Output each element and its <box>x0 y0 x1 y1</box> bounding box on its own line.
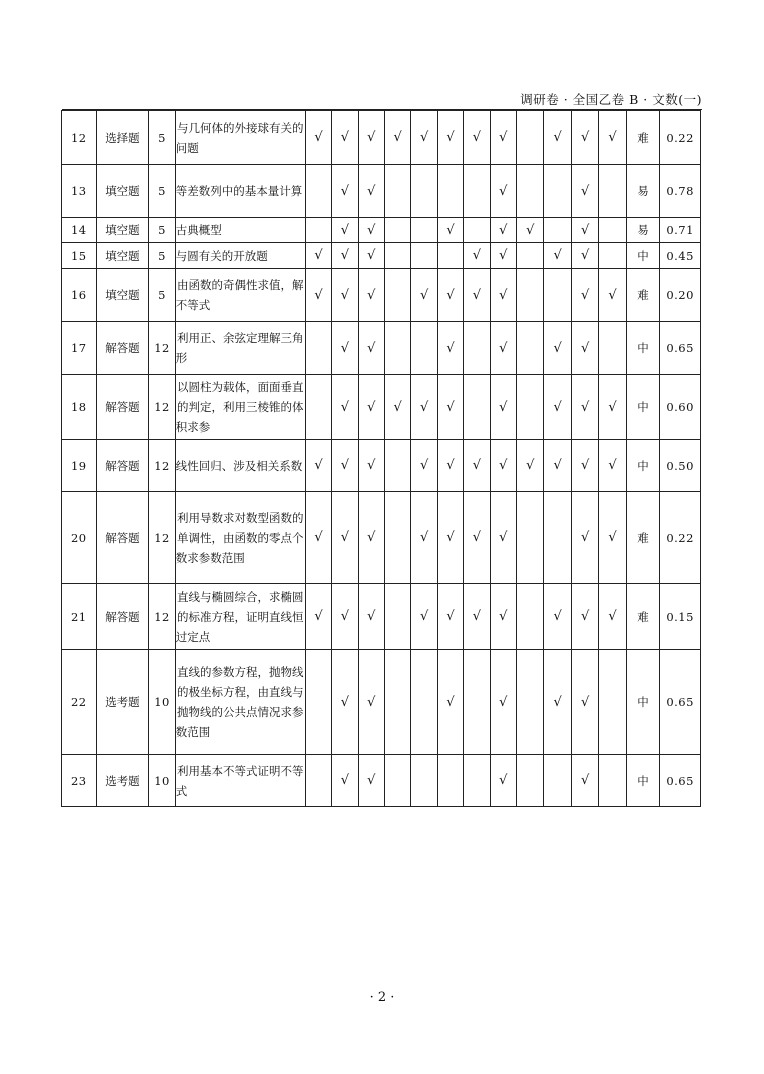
check-mark-cell: √ <box>358 584 384 650</box>
check-cell <box>385 584 411 650</box>
check-mark-cell: √ <box>332 650 358 755</box>
difficulty-cell: 中 <box>626 322 660 375</box>
question-type-cell: 解答题 <box>96 375 149 440</box>
question-type-cell: 选考题 <box>96 650 149 755</box>
table-row <box>62 269 701 322</box>
check-cell <box>385 165 411 218</box>
check-mark-cell: √ <box>464 269 490 322</box>
check-mark-cell: √ <box>490 755 516 807</box>
check-mark-cell: √ <box>599 440 626 492</box>
check-mark-cell: √ <box>571 111 598 165</box>
table-row <box>62 584 701 650</box>
knowledge-point-cell: 以圆柱为载体，面面垂直的判定，利用三棱锥的体积求参 <box>175 375 305 440</box>
check-mark-cell: √ <box>305 111 331 165</box>
check-cell <box>305 755 331 807</box>
table-row <box>62 375 701 440</box>
check-mark-cell: √ <box>544 375 571 440</box>
question-number-cell: 16 <box>62 269 97 322</box>
check-cell <box>599 243 626 269</box>
check-mark-cell: √ <box>571 584 598 650</box>
knowledge-point-cell: 等差数列中的基本量计算 <box>175 165 305 218</box>
check-cell <box>385 322 411 375</box>
check-cell <box>464 165 490 218</box>
knowledge-point-cell: 由函数的奇偶性求值，解不等式 <box>175 269 305 322</box>
difficulty-cell: 中 <box>626 375 660 440</box>
analysis-table <box>61 110 701 807</box>
check-cell <box>517 492 544 584</box>
check-cell <box>385 650 411 755</box>
check-mark-cell: √ <box>571 375 598 440</box>
check-mark-cell: √ <box>490 375 516 440</box>
check-cell <box>437 243 463 269</box>
check-mark-cell: √ <box>571 440 598 492</box>
check-cell <box>305 165 331 218</box>
difficulty-cell: 中 <box>626 243 660 269</box>
check-mark-cell: √ <box>358 650 384 755</box>
question-type-cell: 填空题 <box>96 269 149 322</box>
question-number-cell: 20 <box>62 492 97 584</box>
check-mark-cell: √ <box>490 269 516 322</box>
check-mark-cell: √ <box>544 584 571 650</box>
check-cell <box>599 218 626 243</box>
knowledge-point-cell: 直线与椭圆综合，求椭圆的标准方程，证明直线恒过定点 <box>175 584 305 650</box>
score-cell: 5 <box>149 165 175 218</box>
check-mark-cell: √ <box>437 111 463 165</box>
check-mark-cell: √ <box>411 111 437 165</box>
rate-cell: 0.20 <box>660 269 701 322</box>
check-mark-cell: √ <box>490 218 516 243</box>
knowledge-point-cell: 与圆有关的开放题 <box>175 243 305 269</box>
check-mark-cell: √ <box>571 269 598 322</box>
check-mark-cell: √ <box>464 440 490 492</box>
check-mark-cell: √ <box>437 322 463 375</box>
check-mark-cell: √ <box>411 440 437 492</box>
knowledge-point-cell: 与几何体的外接球有关的问题 <box>175 111 305 165</box>
difficulty-cell: 中 <box>626 755 660 807</box>
check-cell <box>517 375 544 440</box>
table-row <box>62 165 701 218</box>
check-cell <box>305 375 331 440</box>
check-mark-cell: √ <box>544 650 571 755</box>
score-cell: 12 <box>149 440 175 492</box>
check-cell <box>437 755 463 807</box>
check-cell <box>599 322 626 375</box>
check-mark-cell: √ <box>571 322 598 375</box>
question-type-cell: 选择题 <box>96 111 149 165</box>
score-cell: 12 <box>149 584 175 650</box>
question-number-cell: 15 <box>62 243 97 269</box>
question-number-cell: 17 <box>62 322 97 375</box>
check-mark-cell: √ <box>571 650 598 755</box>
check-mark-cell: √ <box>490 111 516 165</box>
question-number-cell: 22 <box>62 650 97 755</box>
question-number-cell: 12 <box>62 111 97 165</box>
check-cell <box>544 492 571 584</box>
page-number: · 2 · <box>369 990 395 1005</box>
check-cell <box>305 650 331 755</box>
rate-cell: 0.60 <box>660 375 701 440</box>
question-type-cell: 解答题 <box>96 440 149 492</box>
score-cell: 5 <box>149 111 175 165</box>
question-type-cell: 解答题 <box>96 584 149 650</box>
check-mark-cell: √ <box>437 650 463 755</box>
check-mark-cell: √ <box>358 492 384 584</box>
difficulty-cell: 难 <box>626 111 660 165</box>
table-row <box>62 755 701 807</box>
check-mark-cell: √ <box>385 375 411 440</box>
check-mark-cell: √ <box>517 218 544 243</box>
knowledge-point-cell: 直线的参数方程，抛物线的极坐标方程，由直线与抛物线的公共点情况求参数范围 <box>175 650 305 755</box>
table-row <box>62 218 701 243</box>
check-mark-cell: √ <box>358 375 384 440</box>
check-cell <box>517 755 544 807</box>
check-cell <box>305 218 331 243</box>
check-mark-cell: √ <box>490 165 516 218</box>
check-cell <box>599 165 626 218</box>
check-mark-cell: √ <box>305 492 331 584</box>
check-cell <box>385 440 411 492</box>
check-cell <box>464 322 490 375</box>
check-mark-cell: √ <box>490 440 516 492</box>
check-mark-cell: √ <box>305 440 331 492</box>
difficulty-cell: 易 <box>626 165 660 218</box>
check-mark-cell: √ <box>490 650 516 755</box>
check-mark-cell: √ <box>411 269 437 322</box>
check-mark-cell: √ <box>332 322 358 375</box>
question-number-cell: 14 <box>62 218 97 243</box>
check-cell <box>517 322 544 375</box>
check-mark-cell: √ <box>358 440 384 492</box>
question-number-cell: 21 <box>62 584 97 650</box>
check-mark-cell: √ <box>358 165 384 218</box>
check-mark-cell: √ <box>437 375 463 440</box>
check-mark-cell: √ <box>305 269 331 322</box>
check-cell <box>517 165 544 218</box>
check-mark-cell: √ <box>305 243 331 269</box>
difficulty-cell: 中 <box>626 440 660 492</box>
check-mark-cell: √ <box>411 584 437 650</box>
check-cell <box>385 492 411 584</box>
question-number-cell: 23 <box>62 755 97 807</box>
check-mark-cell: √ <box>571 218 598 243</box>
check-cell <box>517 269 544 322</box>
check-mark-cell: √ <box>544 440 571 492</box>
question-type-cell: 填空题 <box>96 218 149 243</box>
check-cell <box>411 650 437 755</box>
rate-cell: 0.65 <box>660 650 701 755</box>
rate-cell: 0.45 <box>660 243 701 269</box>
table-row <box>62 243 701 269</box>
check-cell <box>517 243 544 269</box>
knowledge-point-cell: 利用基本不等式证明不等式 <box>175 755 305 807</box>
check-mark-cell: √ <box>332 755 358 807</box>
check-cell <box>464 218 490 243</box>
check-mark-cell: √ <box>358 243 384 269</box>
check-mark-cell: √ <box>332 111 358 165</box>
check-mark-cell: √ <box>437 440 463 492</box>
score-cell: 5 <box>149 218 175 243</box>
table-row <box>62 440 701 492</box>
table-row <box>62 650 701 755</box>
check-cell <box>464 375 490 440</box>
check-mark-cell: √ <box>332 218 358 243</box>
check-mark-cell: √ <box>464 111 490 165</box>
check-mark-cell: √ <box>490 243 516 269</box>
check-mark-cell: √ <box>411 375 437 440</box>
check-mark-cell: √ <box>571 165 598 218</box>
check-mark-cell: √ <box>332 440 358 492</box>
check-mark-cell: √ <box>332 375 358 440</box>
check-mark-cell: √ <box>358 111 384 165</box>
knowledge-point-cell: 利用正、余弦定理解三角形 <box>175 322 305 375</box>
difficulty-cell: 难 <box>626 584 660 650</box>
check-cell <box>599 650 626 755</box>
check-cell <box>464 650 490 755</box>
check-mark-cell: √ <box>544 322 571 375</box>
check-cell <box>385 243 411 269</box>
rate-cell: 0.22 <box>660 492 701 584</box>
check-cell <box>599 755 626 807</box>
check-mark-cell: √ <box>437 584 463 650</box>
check-cell <box>544 218 571 243</box>
rate-cell: 0.50 <box>660 440 701 492</box>
check-mark-cell: √ <box>517 440 544 492</box>
difficulty-cell: 中 <box>626 650 660 755</box>
check-mark-cell: √ <box>544 111 571 165</box>
table-row <box>62 322 701 375</box>
check-mark-cell: √ <box>358 269 384 322</box>
rate-cell: 0.65 <box>660 322 701 375</box>
check-mark-cell: √ <box>332 243 358 269</box>
check-cell <box>385 269 411 322</box>
score-cell: 12 <box>149 492 175 584</box>
question-type-cell: 解答题 <box>96 322 149 375</box>
check-mark-cell: √ <box>464 243 490 269</box>
difficulty-cell: 易 <box>626 218 660 243</box>
question-number-cell: 18 <box>62 375 97 440</box>
knowledge-point-cell: 线性回归、涉及相关系数 <box>175 440 305 492</box>
check-cell <box>411 322 437 375</box>
check-mark-cell: √ <box>358 322 384 375</box>
score-cell: 10 <box>149 650 175 755</box>
question-type-cell: 填空题 <box>96 243 149 269</box>
check-cell <box>411 243 437 269</box>
score-cell: 12 <box>149 375 175 440</box>
page-header: 调研卷 · 全国乙卷 B · 文数(一) <box>520 92 702 107</box>
check-mark-cell: √ <box>490 492 516 584</box>
check-mark-cell: √ <box>464 584 490 650</box>
check-cell <box>517 650 544 755</box>
check-mark-cell: √ <box>571 492 598 584</box>
question-type-cell: 填空题 <box>96 165 149 218</box>
difficulty-cell: 难 <box>626 269 660 322</box>
score-cell: 5 <box>149 269 175 322</box>
rate-cell: 0.65 <box>660 755 701 807</box>
check-mark-cell: √ <box>490 322 516 375</box>
table-row <box>62 492 701 584</box>
score-cell: 10 <box>149 755 175 807</box>
score-cell: 5 <box>149 243 175 269</box>
check-cell <box>385 218 411 243</box>
knowledge-point-cell: 利用导数求对数型函数的单调性，由函数的零点个数求参数范围 <box>175 492 305 584</box>
question-number-cell: 19 <box>62 440 97 492</box>
check-cell <box>305 322 331 375</box>
check-cell <box>437 165 463 218</box>
check-mark-cell: √ <box>332 269 358 322</box>
check-mark-cell: √ <box>437 218 463 243</box>
check-mark-cell: √ <box>437 269 463 322</box>
check-cell <box>411 165 437 218</box>
knowledge-point-cell: 古典概型 <box>175 218 305 243</box>
check-mark-cell: √ <box>385 111 411 165</box>
rate-cell: 0.15 <box>660 584 701 650</box>
check-mark-cell: √ <box>599 269 626 322</box>
check-mark-cell: √ <box>332 165 358 218</box>
score-cell: 12 <box>149 322 175 375</box>
check-mark-cell: √ <box>599 111 626 165</box>
check-mark-cell: √ <box>332 492 358 584</box>
check-mark-cell: √ <box>571 243 598 269</box>
check-mark-cell: √ <box>490 584 516 650</box>
check-mark-cell: √ <box>464 492 490 584</box>
question-number-cell: 13 <box>62 165 97 218</box>
check-mark-cell: √ <box>544 243 571 269</box>
check-cell <box>544 269 571 322</box>
rate-cell: 0.71 <box>660 218 701 243</box>
question-type-cell: 解答题 <box>96 492 149 584</box>
check-mark-cell: √ <box>599 584 626 650</box>
check-mark-cell: √ <box>571 755 598 807</box>
check-mark-cell: √ <box>437 492 463 584</box>
check-cell <box>544 755 571 807</box>
difficulty-cell: 难 <box>626 492 660 584</box>
check-cell <box>464 755 490 807</box>
question-type-cell: 选考题 <box>96 755 149 807</box>
check-mark-cell: √ <box>332 584 358 650</box>
check-mark-cell: √ <box>358 755 384 807</box>
check-cell <box>517 111 544 165</box>
check-mark-cell: √ <box>305 584 331 650</box>
check-cell <box>517 584 544 650</box>
check-mark-cell: √ <box>599 375 626 440</box>
check-cell <box>411 755 437 807</box>
rate-cell: 0.22 <box>660 111 701 165</box>
check-cell <box>411 218 437 243</box>
check-mark-cell: √ <box>411 492 437 584</box>
check-mark-cell: √ <box>599 492 626 584</box>
check-cell <box>385 755 411 807</box>
check-mark-cell: √ <box>358 218 384 243</box>
check-cell <box>544 165 571 218</box>
table-row <box>62 111 701 165</box>
rate-cell: 0.78 <box>660 165 701 218</box>
